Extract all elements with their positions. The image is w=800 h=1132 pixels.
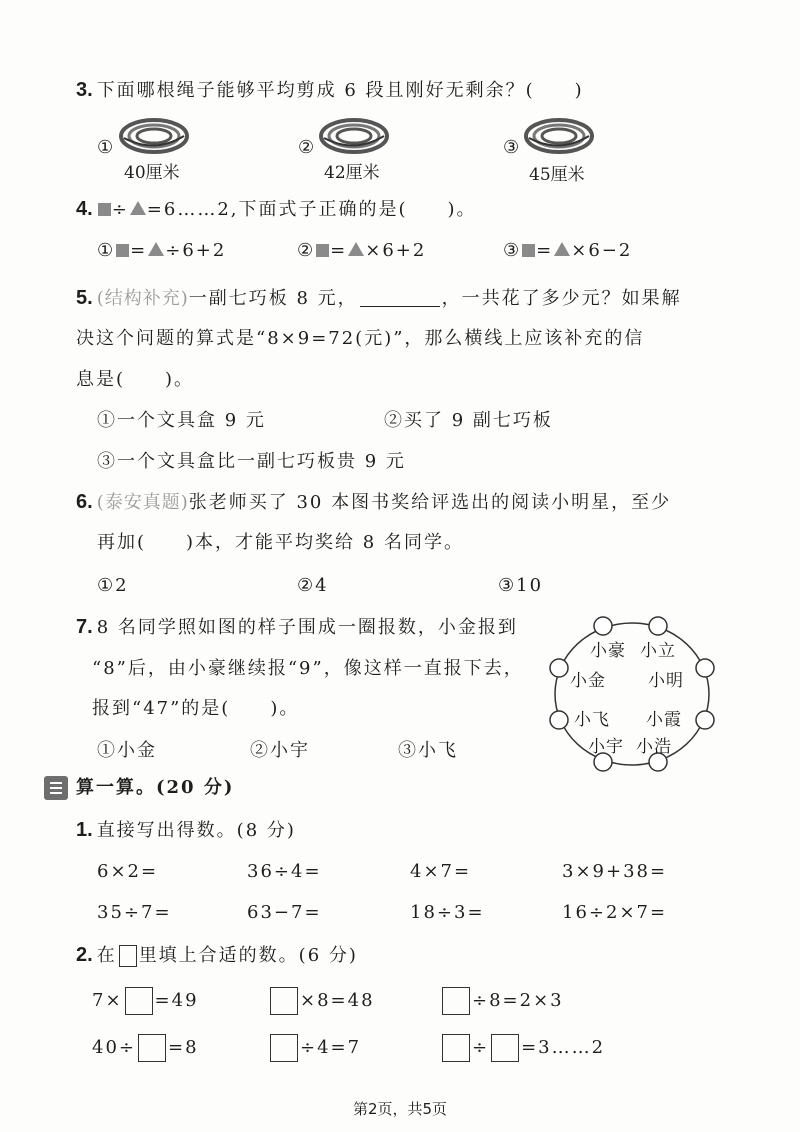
calc1-title (76, 818, 296, 843)
rope-3-icon (523, 114, 595, 156)
q6-number: 6. (76, 491, 93, 513)
calc-item-1[interactable]: 6×2= (97, 861, 159, 882)
fill-5-post: ÷4=7 (300, 1037, 362, 1058)
q6-option-2[interactable]: ②4 (297, 575, 329, 596)
fill-6-box-b[interactable] (491, 1034, 519, 1062)
q5-blank[interactable] (360, 288, 440, 307)
square-icon (98, 203, 111, 216)
q7-line2: “8”后，由小豪继续报“9”，像这样一直报下去， (92, 658, 524, 679)
fill-2-post: ×8=48 (300, 990, 375, 1011)
square-icon (522, 244, 535, 257)
q6-line1 (76, 490, 671, 515)
q3-number: 3. (76, 79, 93, 101)
triangle-icon (348, 242, 364, 256)
q6-tag: (泰安真题) (96, 492, 189, 513)
calc-item-5[interactable]: 35÷7= (97, 902, 172, 923)
q5-number: 5. (76, 287, 93, 309)
fill-1-box[interactable] (125, 987, 153, 1015)
q4-text: =6……2,下面式子正确的是( )。 (146, 199, 477, 220)
rope-3-label: 45厘米 (529, 165, 585, 185)
q4-opt3-eq: = (536, 240, 554, 261)
q4-opt2-expr: ×6+2 (365, 240, 427, 261)
q5-line1 (76, 286, 682, 311)
q4-opt2-mark: ② (297, 240, 316, 261)
ring-label-xiaojin: 小金 (570, 671, 606, 691)
fill-6 (440, 1033, 605, 1063)
q7-text: 8 名同学照如图的样子围成一圈报数，小金报到 (96, 617, 518, 638)
q6-text: 张老师买了 30 本图书奖给评选出的阅读小明星，至少 (188, 492, 672, 513)
rope-2-mark: ② (298, 137, 315, 158)
calc2-number: 2. (76, 944, 93, 966)
rope-1-icon (118, 114, 190, 156)
rope-2-label: 42厘米 (324, 163, 380, 183)
fill-1 (92, 986, 199, 1016)
q7-option-2[interactable]: ②小宇 (250, 740, 310, 761)
triangle-icon (130, 201, 146, 215)
square-icon (316, 244, 329, 257)
ring-label-xiaoli: 小立 (640, 641, 676, 661)
square-box-icon (119, 945, 137, 967)
q7-line1 (76, 615, 518, 640)
section-3-title: 算一算。(20 分) (76, 777, 235, 798)
ring-label-xiaofei: 小飞 (574, 710, 610, 730)
q5-option-2[interactable]: ②买了 9 副七巧板 (384, 410, 553, 431)
ring-label-xiaoxia: 小霞 (646, 710, 682, 730)
calc1-number: 1. (76, 819, 93, 841)
rope-1-label: 40厘米 (124, 163, 180, 183)
q3-stem (76, 78, 584, 103)
fill-3-post: ÷8=2×3 (472, 990, 564, 1011)
calc2-title (76, 943, 358, 968)
calc1-text: 直接写出得数。(8 分) (96, 820, 296, 841)
calc2-text-a: 在 (96, 945, 117, 966)
q5-line3: 息是( )。 (76, 369, 195, 390)
calc-item-6[interactable]: 63−7= (247, 902, 322, 923)
q7-line3: 报到“47”的是( )。 (92, 698, 300, 719)
circle-diagram (548, 612, 716, 776)
q5-line2: 决这个问题的算式是“8×9=72(元)”，那么横线上应该补充的信 (76, 328, 645, 349)
rope-2-icon (318, 114, 390, 156)
q5-option-1[interactable]: ①一个文具盒 9 元 (97, 410, 266, 431)
calc-item-7[interactable]: 18÷3= (410, 902, 485, 923)
fill-6-post: =3……2 (521, 1037, 606, 1058)
q7-option-1[interactable]: ①小金 (97, 740, 157, 761)
fill-5-box[interactable] (270, 1034, 298, 1062)
q6-option-1[interactable]: ①2 (97, 575, 129, 596)
fill-1-post: =49 (154, 990, 199, 1011)
fill-4-box[interactable] (138, 1034, 166, 1062)
fill-4-post: =8 (168, 1037, 199, 1058)
ring-label-xiaoming: 小明 (648, 671, 684, 691)
calc-item-3[interactable]: 4×7= (410, 861, 472, 882)
q4-opt2-eq: = (330, 240, 348, 261)
ring-icon (548, 612, 716, 776)
fill-2 (268, 986, 375, 1016)
ring-label-xiaohao2: 小浩 (636, 737, 672, 757)
triangle-icon (148, 242, 164, 256)
fill-3 (440, 986, 564, 1016)
fill-6-box-a[interactable] (442, 1034, 470, 1062)
q3-text: 下面哪根绳子能够平均剪成 6 段且刚好无剩余？( ) (96, 80, 584, 101)
square-icon (116, 244, 129, 257)
calc2-text-b: 里填上合适的数。(6 分) (138, 945, 358, 966)
q7-number: 7. (76, 616, 93, 638)
calc-item-2[interactable]: 36÷4= (247, 861, 322, 882)
q4-opt1-expr: ÷6+2 (165, 240, 227, 261)
q6-line2: 再加( )本，才能平均奖给 8 名同学。 (97, 532, 464, 553)
q4-opt1-eq: = (130, 240, 148, 261)
q5-text-b: ，一共花了多少元？如果解 (441, 288, 682, 309)
q5-option-3[interactable]: ③一个文具盒比一副七巧板贵 9 元 (97, 451, 406, 472)
page-footer: 第2页，共5页 (352, 1100, 448, 1118)
fill-4 (92, 1033, 199, 1063)
q5-tag: (结构补充) (96, 288, 189, 309)
q4-opt3-expr: ×6−2 (571, 240, 633, 261)
fill-1-pre: 7× (92, 990, 123, 1011)
q4-stem (76, 197, 477, 222)
fill-2-box[interactable] (270, 987, 298, 1015)
ring-label-xiaohao: 小豪 (590, 641, 626, 661)
calc-item-8[interactable]: 16÷2×7= (562, 902, 668, 923)
section-badge-icon (44, 776, 68, 800)
fill-3-box[interactable] (442, 987, 470, 1015)
fill-5 (268, 1033, 361, 1063)
rope-3-mark: ③ (503, 137, 520, 158)
q4-number: 4. (76, 198, 93, 220)
calc-item-4[interactable]: 3×9+38= (562, 861, 668, 882)
ring-label-xiaoyu: 小宇 (588, 737, 624, 757)
fill-4-pre: 40÷ (92, 1037, 136, 1058)
q4-divide: ÷ (111, 199, 129, 220)
triangle-icon (554, 242, 570, 256)
fill-6-mid: ÷ (472, 1037, 490, 1058)
q7-option-3[interactable]: ③小飞 (398, 740, 458, 761)
q4-opt3-mark: ③ (503, 240, 522, 261)
q6-option-3[interactable]: ③10 (498, 575, 544, 596)
q4-opt1-mark: ① (97, 240, 116, 261)
q4-option-2[interactable] (297, 239, 426, 263)
q4-option-1[interactable] (97, 239, 226, 263)
rope-1-mark: ① (97, 137, 114, 158)
q4-option-3[interactable] (503, 239, 632, 263)
q5-text-a: 一副七巧板 8 元， (188, 288, 358, 309)
